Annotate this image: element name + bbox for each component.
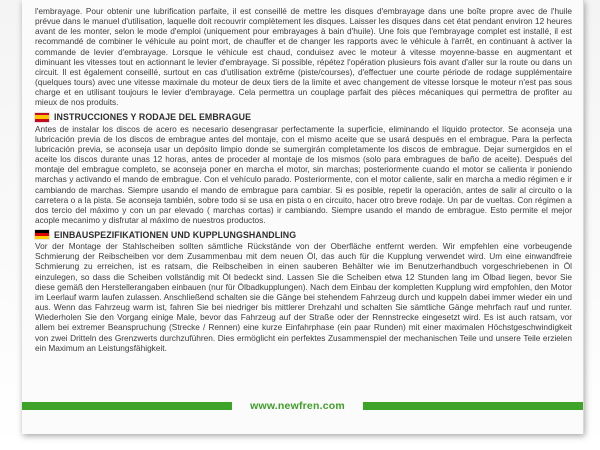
german-paragraph: Vor der Montage der Stahlscheiben sollten sämtliche Rückstände von der Oberfläche entfernt werden. Wir empfehlen eine vorbeugende Schmierung der Reibscheiben vor dem Zusammenbau mit dem neuen Öl, das auch für die Kupplung verwendet wird. Um eine einwandfreie Schmierung zu erreichen, ist es ratsam, die Reibscheiben in einen sauberen Behälter wie im Benutzerhandbuch vorgeschriebenen in Öl einzulegen, so dass die Scheiben vollständig mit Öl bedeckt sind. Lassen Sie die Scheiben etwa 12 Stunden lang im Ölbad liegen, bevor Sie diese gemäß den Herstellerangaben einbauen (nur für Ölbadkupplungen). Nach dem Einbau der kompletten Kupplung wird empfohlen, den Motor im Leerlauf warm laufen zulassen. Anschließend schalten sie die Gänge bei stehendem Fahrzeug durch und kuppeln dabei immer wieder ein und aus. Wenn das Fahrzeug warm ist, fahren Sie bei niedriger bis mittlerer Drehzahl und schalten Sie sämtliche Gänge mehrfach rauf und runter. Wiederholen Sie den Vorgang einige Male, bevor das Fahrzeug auf der Straße oder der Rennstrecke eingesetzt wird. Es ist auch ratsam, vor allem bei extremer Beanspruchung (Strecke / Rennen) eine kurze Einfahrphase (ein paar Runden) mit einer maximalen Höchstgeschwindigkeit von zwei Dritteln des Grenzwerts durchzuführen. Dies ermöglicht ein perfektes Zusammenspiel der mechanischen Teile und unsere Teile erzielen ein Maximum an Leistungsfähigkeit.	[35, 241, 572, 353]
spanish-heading: INSTRUCCIONES Y RODAJE DEL EMBRAGUE	[54, 111, 252, 122]
instruction-leaflet	[22, 0, 584, 434]
leaflet-content	[35, 6, 572, 353]
german-section-header	[35, 229, 572, 240]
german-heading: EINBAUSPEZIFIKATIONEN UND KUPPLUNGSHANDLING	[54, 229, 297, 240]
spain-flag-icon	[35, 113, 49, 122]
footer-bar-right	[363, 402, 583, 410]
website-label: www.newfren.com	[250, 400, 345, 412]
germany-flag-icon	[35, 230, 49, 239]
spanish-section-header	[35, 112, 572, 123]
spanish-paragraph: Antes de instalar los discos de acero es necesario desengrasar perfectamente la superficie, eliminando el líquido protector. Se aconseja una lubricación previa de los discos de embrague antes del montaje, con el mismo aceite que se usará después en el embrague. Para la perfecta lubricación previa, se aconseja usar un depósito limpio donde se sumergirán completamente los discos de embrague. Dejar sumergidos en el aceite los discos durante unas 12 horas, antes de proceder al montaje de los mismos (solo para embragues de baño de aceite). Después del montaje del embrague completo, se aconseja poner en marcha el motor, sin marchas; posteriormente cuando el motor se calienta ir poniendo marchas y activando el mando de embrague. Con el vehículo parado. Posteriormente, con el motor caliente, salir en marcha a medio régimen e ir cambiando de marchas. Siempre usando el mando de embrague para cambiar. Si es posible, repetir la operación, antes de salir al circuito o la carretera o a la pista. Se aconseja también, sobre todo si se usa en pista o en circuito, hacer otro breve rodaje. Un par de vueltas. Con régimen a dos tercio del máximo y con un par elevado ( marchas cortas) ir cambiando. Siempre usando el mando de embrague. Esto permite el mejor acople mecanimo y disfrutar al máximo de nuestros productos.	[35, 123, 572, 225]
french-paragraph: l'embrayage. Pour obtenir une lubrification parfaite, il est conseillé de mettre les disques d'embrayage dans une boîte propre avec de l'huile prévue dans le manuel d'utilisation, laquelle doit recouvrir complètement les disques. Laisser les disques dans cet état pendant environ 12 heures avant de les monter, selon le mode d'emploi (uniquement pour embrayages à bain d'huile). Une fois que l'embrayage complet est installé, il est recommandé de combiner le véhicule au point mort, de chauffer et de changer les rapports avec le véhicule à l'arrêt, en continuant à activer la commande de levier d'embrayage. Lorsque le véhicule est chaud, conduisez avec le moteur à vitesse moyenne-basse en augmentant et diminuant les vitesses tout en actionnant le levier d'embrayage. Si possible, répétez l'opération plusieurs fois avant d'aller sur la route ou dans un circuit. Il est également conseillé, surtout en cas d'utilisation extrême (piste/courses), d'effectuer une courte période de rodage supplémentaire (quelques tours) avec une vitesse maximale du moteur de deux tiers de la limite et avec changement de vitesse lorsque le moteur n'est pas sous charge et en utilisant toujours le levier d'embrayage. Cela permettra un couplage parfait des pièces mécaniques qui permettra de profiter au mieux de nos produits.	[35, 6, 572, 108]
footer-band	[22, 399, 583, 413]
footer-bar-left	[22, 402, 232, 410]
